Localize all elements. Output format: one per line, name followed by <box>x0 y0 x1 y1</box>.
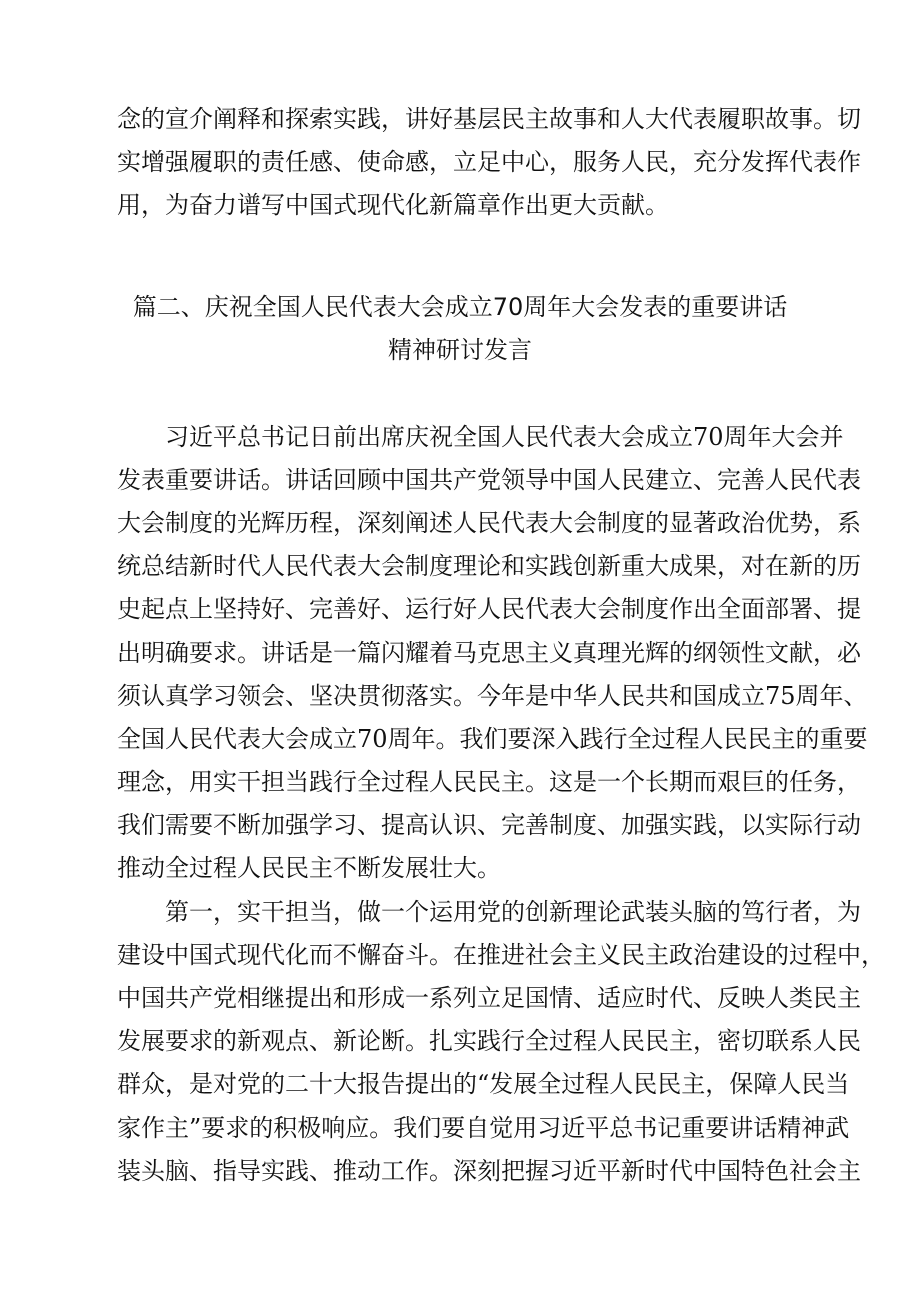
text-line: 中国共产党相继提出和形成一系列立足国情、适应时代、反映人类民主 <box>117 984 861 1012</box>
text-line: 用，为奋力谱写中国式现代化新篇章作出更大贡献。 <box>117 191 669 220</box>
text-line: 念的宣介阐释和探索实践，讲好基层民主故事和人大代表履职故事。切 <box>117 105 861 133</box>
text-line: 大会制度的光辉历程，深刻阐述人民代表大会制度的显著政治优势，系 <box>117 508 861 537</box>
document-body <box>117 98 885 1193</box>
text-line: 出明确要求。讲话是一篇闪耀着马克思主义真理光辉的纲领性文献，必 <box>117 638 861 667</box>
spacer <box>117 372 835 416</box>
text-line: 第一，实干担当，做一个运用党的创新理论武装头脑的笃行者，为 <box>165 897 861 926</box>
text-line: 我们需要不断加强学习、提高认识、完善制度、加强实践，以实际行动 <box>117 811 861 840</box>
text-line: 史起点上坚持好、完善好、运行好人民代表大会制度作出全面部署、提 <box>117 595 861 624</box>
text-line: 家作主”要求的积极响应。我们要自觉用习近平总书记重要讲话精神武 <box>117 1113 850 1142</box>
text-line: 装头脑、指导实践、推动工作。深刻把握习近平新时代中国特色社会主 <box>117 1156 861 1185</box>
intro-paragraph <box>117 98 861 228</box>
spacer <box>117 228 835 286</box>
text-line: 全国人民代表大会成立70周年。我们要深入践行全过程人民民主的重要 <box>117 724 868 753</box>
paragraph <box>117 416 868 891</box>
text-line: 发表重要讲话。讲话回顾中国共产党领导中国人民建立、完善人民代表 <box>117 465 861 494</box>
section-heading <box>117 286 835 372</box>
paragraph <box>117 891 885 1193</box>
heading-line: 精神研讨发言 <box>388 335 532 364</box>
heading-line: 篇二、庆祝全国人民代表大会成立70周年大会发表的重要讲话 <box>132 292 788 321</box>
text-line: 建设中国式现代化而不懈奋斗。在推进社会主义民主政治建设的过程中， <box>117 940 885 969</box>
text-line: 推动全过程人民民主不断发展壮大。 <box>117 854 501 883</box>
text-line: 习近平总书记日前出席庆祝全国人民代表大会成立70周年大会并 <box>165 422 844 451</box>
text-line: 群众，是对党的二十大报告提出的“发展全过程人民民主，保障人民当 <box>117 1070 850 1099</box>
text-line: 发展要求的新观点、新论断。扎实践行全过程人民民主，密切联系人民 <box>117 1027 861 1056</box>
text-line: 须认真学习领会、坚决贯彻落实。今年是中华人民共和国成立75周年、 <box>117 681 868 710</box>
text-line: 理念，用实干担当践行全过程人民民主。这是一个长期而艰巨的任务， <box>117 768 861 797</box>
text-line: 实增强履职的责任感、使命感，立足中心，服务人民，充分发挥代表作 <box>117 148 861 177</box>
text-line: 统总结新时代人民代表大会制度理论和实践创新重大成果，对在新的历 <box>117 552 861 581</box>
